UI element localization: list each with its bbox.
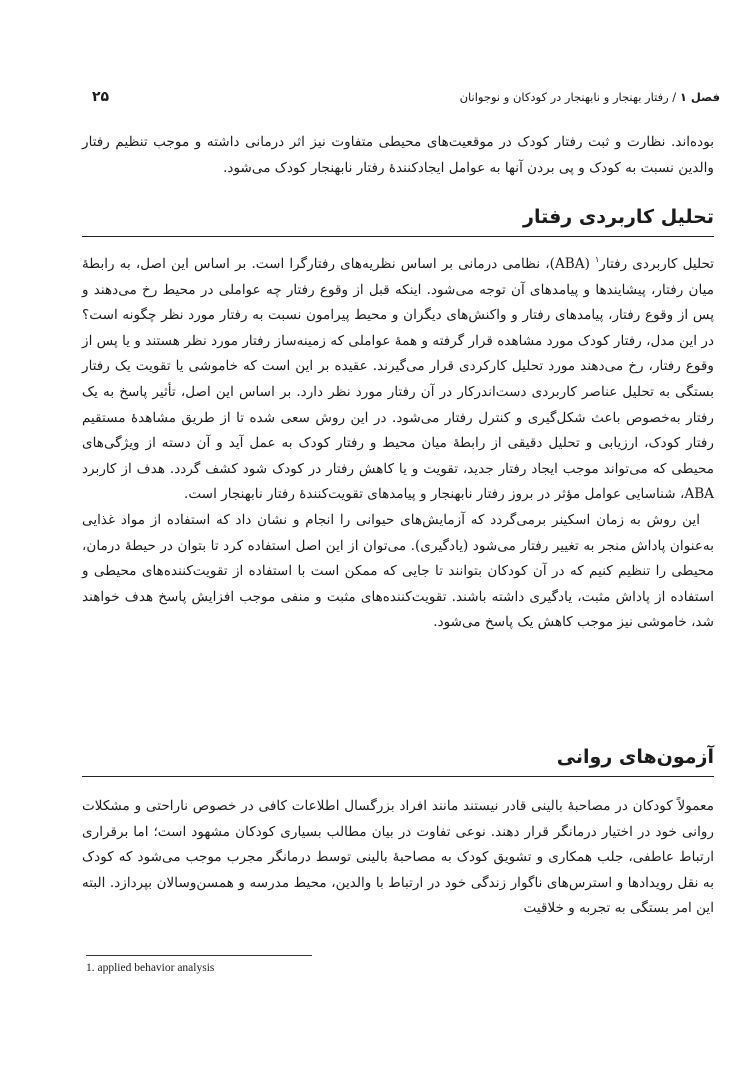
section-psych-tests-text [82, 794, 714, 922]
section-heading-psych-tests: آزمون‌های روانی [82, 742, 714, 777]
intro-text [82, 130, 714, 181]
aba-paragraph-2: این روش به زمان اسکینر برمی‌گردد که آزمایش‌های حیوانی را انجام و نشان داد که استفاده از مواد غذایی به‌عنوان پاداش منجر به تغییر رفتار می‌شود (یادگیری). می‌توان از این اصل استفاده کرد تا بتوان در حیطهٔ درمان، محیطی را تنظیم کنیم که در آن کودکان بتوانند تا جایی که ممکن است با استفاده از تقویت‌کننده‌های محیطی و استفاده از پاداش مثبت، یادگیری داشته باشند. تقویت‌کننده‌های مثبت و منفی موجب افزایش پاسخ هدف خواهند شد، خاموشی نیز موجب کاهش یک پاسخ می‌شود. [82, 511, 714, 631]
chapter-label: فصل ۱ [679, 90, 720, 104]
chapter-title: / رفتار بهنجار و نابهنجار در کودکان و نوجوانان [459, 90, 680, 104]
psych-tests-paragraph-1: معمولاً کودکان در مصاحبهٔ بالینی قادر نیستند مانند افراد بزرگسال اطلاعات کافی در خصوص ناراحتی و مشکلات روانی خود در اختیار درمانگر قرار دهند. نوعی تفاوت در بیان مطالب بسیاری کودکان مشهود است؛ اما برقراری ارتباط عاطفی، جلب همکاری و تشویق کودک به مصاحبهٔ بالینی توسط درمانگر مجرب موجب می‌شود که کودک به نقل رویدادها و استرس‌های ناگوار زندگی خود در ارتباط با والدین، محیط مدرسه و همسن‌وسالان بپردازد. البته این امر بستگی به تجربه و خلاقیت [82, 798, 714, 917]
intro-paragraph: بوده‌اند. نظارت و ثبت رفتار کودک در موقعیت‌های محیطی متفاوت نیز اثر درمانی داشته و موجب تنظیم رفتار والدین نسبت به کودک و پی بردن آنها به عوامل ایجادکنندهٔ رفتار نابهنجار کودک می‌شود. [82, 134, 714, 176]
section-aba-text [82, 252, 714, 636]
aba-paragraph-1 [82, 252, 714, 508]
aba-paragraph-1-body: (ABA)، نظامی درمانی بر اساس نظریه‌های رفتارگرا است. بر اساس این اصل، به رابطهٔ میان رفتار، پیشایندها و پیامدهای آن توجه می‌شود. اینکه قبل از وقوع رفتار چه عواملی در محیط رخ می‌دهند و پس از وقوع رفتار، پیامدهای رفتار و واکنش‌های دیگران و محیط پیرامون نسبت به رفتار مورد نظر چگونه است؟ در این مدل، رفتار کودک مورد مشاهده قرار گرفته و همهٔ عواملی که زمینه‌ساز رفتار مورد نظر هستند و یا پس از وقوع رفتار، رخ می‌دهند مورد تحلیل کارکردی قرار می‌گیرند. عقیده بر این است که خاموشی یا تقویت یک رفتار بستگی به تحلیل عناصر کاربردی دست‌اندرکار در آن رفتار مورد نظر دارد. بر اساس این اصل، تأثیر پاسخ به یک رفتار به‌خصوص باعث شکل‌گیری و کنترل رفتار می‌شود. در این روش سعی شده تا از طریق مشاهدهٔ مستقیم رفتار کودک، ارزیابی و تحلیل دقیقی از رابطهٔ میان محیط و رفتار کودک به عمل آید و آن دسته از ویژگی‌های محیطی که می‌تواند موجب ایجاد رفتار جدید، تقویت و یا کاهش رفتار در کودک شود کشف گردد. هدف از کاربرد ABA، شناسایی عوامل مؤثر در بروز رفتار نابهنجار و پیامدهای تقویت‌کنندهٔ رفتار نابهنجار است. [82, 256, 714, 503]
footnote-marker: ۱ [595, 255, 600, 264]
aba-term: تحلیل کاربردی رفتار [599, 256, 715, 272]
footnote: 1. applied behavior analysis [86, 962, 215, 974]
section-heading-aba: تحلیل کاربردی رفتار [82, 202, 714, 237]
running-header [92, 86, 720, 108]
page-number: ۲۵ [92, 89, 110, 105]
footnote-divider [86, 955, 312, 956]
